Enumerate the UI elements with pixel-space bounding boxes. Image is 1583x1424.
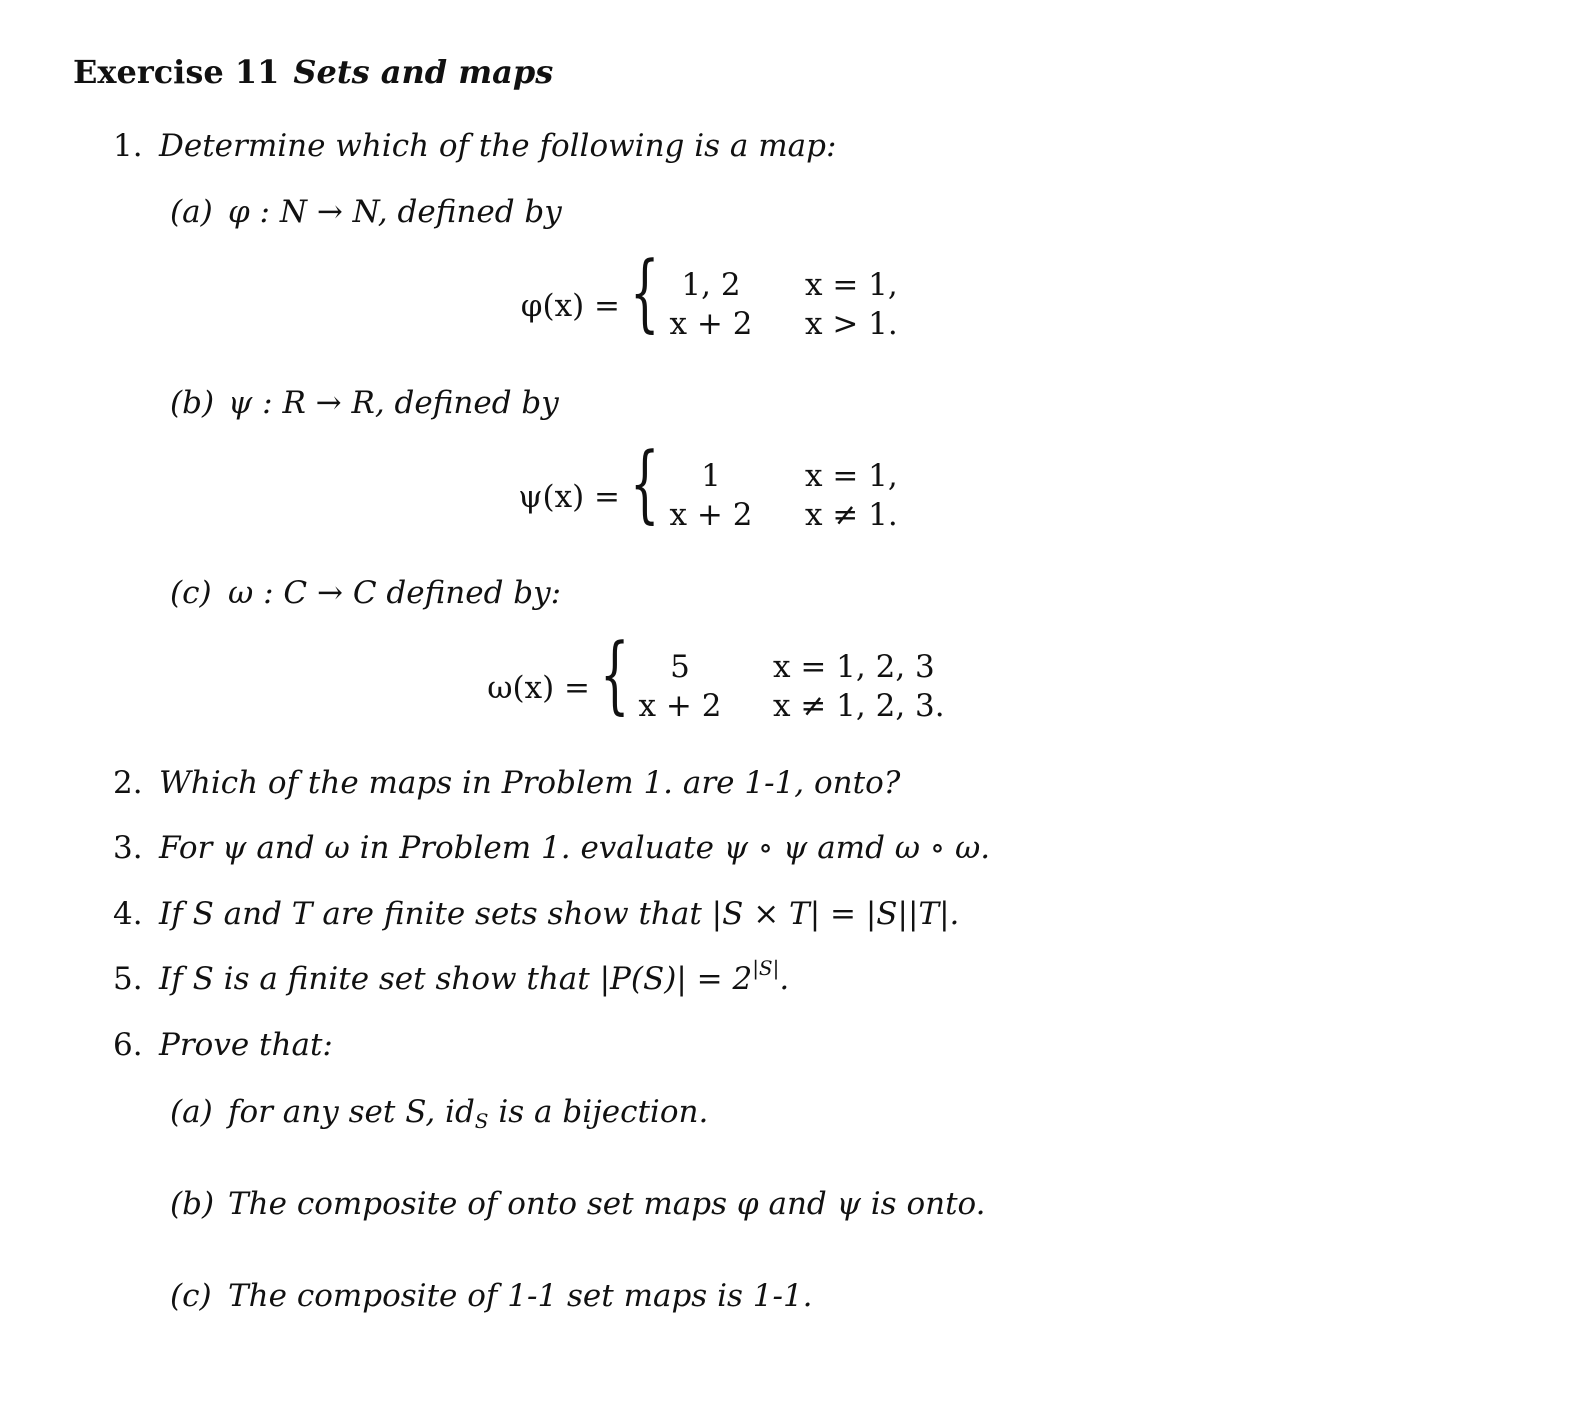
problem-1c: [170, 573, 561, 613]
part-label: (a): [170, 1094, 213, 1130]
case-1-condition: x = 1,: [805, 458, 898, 494]
problem-text: If S and T are finite sets show that |S × T| = |S||T|.: [159, 896, 960, 932]
part-label: (c): [170, 1278, 212, 1314]
problem-number: 5.: [113, 961, 143, 997]
case-2-value: x + 2: [638, 688, 722, 724]
problem-1a: [170, 192, 562, 232]
part-intro: φ : N → N, defined by: [228, 194, 562, 230]
subscript: S: [474, 1109, 489, 1133]
piecewise-lhs: φ(x) =: [520, 288, 620, 324]
case-2-value: x + 2: [669, 497, 753, 533]
part-label: (a): [170, 194, 213, 230]
piecewise-omega: [0, 625, 1583, 734]
problem-2: [113, 763, 900, 803]
case-2-value: x + 2: [669, 306, 753, 342]
part-text: for any set S, id: [228, 1094, 475, 1130]
case-1-value: 5: [670, 649, 690, 685]
case-1-condition: x = 1, 2, 3: [773, 649, 935, 685]
problem-1b: [170, 383, 559, 423]
case-2-condition: x ≠ 1.: [805, 497, 898, 533]
problem-text: If S is a finite set show that |P(S)| = 2: [159, 961, 753, 997]
part-label: (c): [170, 575, 212, 611]
problem-6a: [170, 1092, 708, 1132]
problem-6: [113, 1025, 333, 1065]
piecewise-lhs: ψ(x) =: [518, 479, 620, 515]
left-brace: {: [630, 434, 660, 532]
case-1-value: 1: [701, 458, 721, 494]
exercise-title: [73, 52, 553, 92]
problem-text: Prove that:: [159, 1027, 333, 1063]
part-label: (b): [170, 385, 215, 421]
problem-number: 3.: [113, 830, 143, 866]
problem-number: 2.: [113, 765, 143, 801]
problem-3: [113, 828, 990, 868]
piecewise-psi: [0, 434, 1583, 543]
problem-1: [113, 126, 836, 166]
left-brace: {: [600, 625, 630, 723]
exercise-topic: Sets and maps: [293, 53, 554, 91]
problem-text: For ψ and ω in Problem 1. evaluate ψ ∘ ψ amd ω ∘ ω.: [159, 830, 991, 866]
part-label: (b): [170, 1186, 215, 1222]
exponent: |S|: [752, 956, 780, 980]
part-intro: ψ : R → R, defined by: [228, 385, 559, 421]
problem-number: 6.: [113, 1027, 143, 1063]
part-text: The composite of 1-1 set maps is 1-1.: [228, 1278, 813, 1314]
case-1-condition: x = 1,: [805, 267, 898, 303]
exercise-label: Exercise 11: [73, 53, 280, 91]
case-2-condition: x > 1.: [805, 306, 898, 342]
part-intro: ω : C → C defined by:: [228, 575, 562, 611]
problem-tail: .: [779, 961, 790, 997]
problem-text: Which of the maps in Problem 1. are 1-1, onto?: [159, 765, 901, 801]
case-2-condition: x ≠ 1, 2, 3.: [773, 688, 945, 724]
problem-6b: [170, 1184, 986, 1224]
problem-4: [113, 894, 959, 934]
piecewise-phi: [0, 243, 1583, 352]
part-text-after: is a bijection.: [488, 1094, 709, 1130]
case-1-value: 1, 2: [681, 267, 741, 303]
piecewise-lhs: ω(x) =: [487, 670, 590, 706]
problem-6c: [170, 1276, 813, 1316]
problem-5: [113, 956, 790, 999]
left-brace: {: [630, 243, 660, 341]
problem-number: 1.: [113, 128, 143, 164]
part-text: The composite of onto set maps φ and ψ is onto.: [228, 1186, 986, 1222]
problem-number: 4.: [113, 896, 143, 932]
problem-text: Determine which of the following is a map:: [159, 128, 837, 164]
